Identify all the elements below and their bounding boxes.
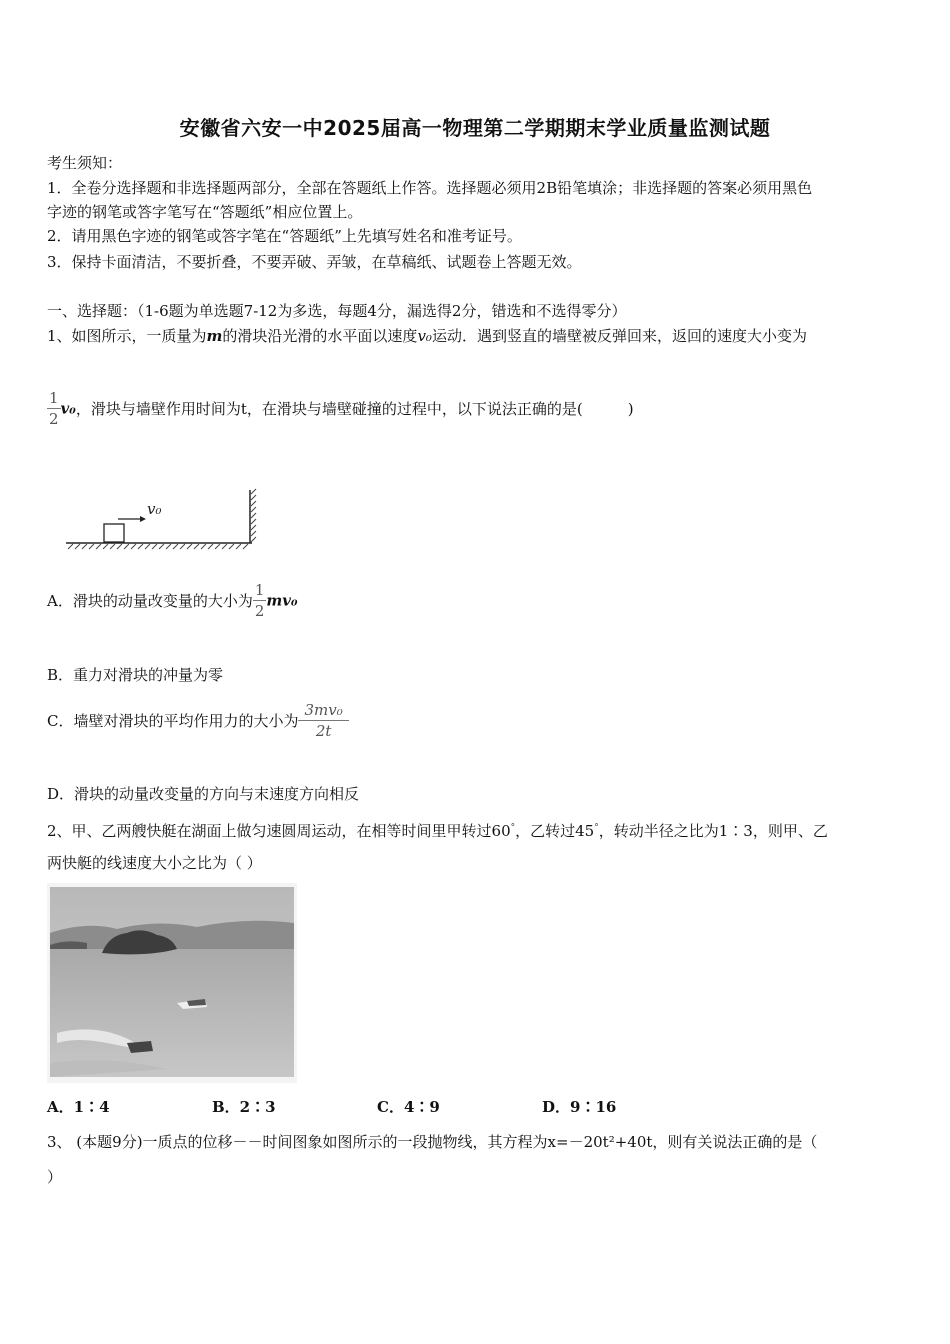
page-title: 安徽省六安一中2025届高一物理第二学期期末学业质量监测试题 xyxy=(179,116,771,140)
q1-stem-text: ，滑块与墙壁作用时间为t，在滑块与墙壁碰撞的过程中，以下说法正确的是( ) xyxy=(75,400,634,418)
q2-option-d[interactable]: D．9∶16 xyxy=(542,1098,617,1116)
velocity-label: v₀ xyxy=(147,500,162,518)
option-a-expression: mv₀ xyxy=(266,591,298,610)
q1-mass-symbol: m xyxy=(206,327,223,345)
fraction-denominator: 2 xyxy=(254,602,265,620)
lake-water xyxy=(50,949,294,1077)
velocity-arrowhead xyxy=(140,516,146,522)
q2-stem-text: ，转动半径之比为1∶3，则甲、乙 xyxy=(598,822,828,840)
degree-symbol: ° xyxy=(510,823,516,833)
q1-velocity-symbol: v₀ xyxy=(417,327,432,345)
q1-stem-line1 xyxy=(47,325,807,347)
speedboat-2 xyxy=(127,1041,153,1053)
q1-figure xyxy=(60,488,260,550)
q1-option-b[interactable]: B．重力对滑块的冲量为零 xyxy=(47,666,224,684)
section-heading: 一、选择题：（1-6题为单选题7-12为多选，每题4分，漏选得2分，错选和不选得零分） xyxy=(47,302,627,320)
q1-option-d[interactable]: D．滑块的动量改变量的方向与末速度方向相反 xyxy=(47,785,360,803)
q1-stem-text: 1、如图所示，一质量为 xyxy=(47,327,207,345)
ground-hatching xyxy=(68,544,248,549)
q2-option-c[interactable]: C．4∶9 xyxy=(377,1098,440,1116)
notice-item: 3．保持卡面清洁，不要折叠，不要弄破、弄皱，在草稿纸、试题卷上答题无效。 xyxy=(47,253,582,271)
fraction-denominator: 2 xyxy=(49,410,59,428)
fraction-numerator: 1 xyxy=(254,581,265,599)
notice-item: 2．请用黑色字迹的钢笔或答字笔在“答题纸”上先填写姓名和准考证号。 xyxy=(47,227,522,245)
q1-half-fraction xyxy=(47,388,61,429)
q1-stem-line2 xyxy=(47,388,634,429)
option-text: A．滑块的动量改变量的大小为 xyxy=(47,592,253,610)
notice-item: 字迹的钢笔或答字笔写在“答题纸”相应位置上。 xyxy=(47,203,363,221)
q2-stem-line1 xyxy=(47,817,828,842)
speedboat-photo-illustration xyxy=(47,883,297,1083)
notice-heading: 考生须知： xyxy=(47,154,123,172)
q2-stem-text: ，乙转过45 xyxy=(515,822,595,840)
option-a-fraction xyxy=(253,580,267,621)
degree-symbol: ° xyxy=(594,823,599,833)
fraction-numerator: 1 xyxy=(49,389,59,407)
q2-lake-photo xyxy=(47,883,297,1083)
q1-velocity-symbol: v₀ xyxy=(60,399,76,418)
q1-stem-text: 运动．遇到竖直的墙壁被反弹回来，返回的速度大小变为 xyxy=(431,327,807,345)
slider-block xyxy=(104,524,124,542)
q1-stem-text: 的滑块沿光滑的水平面以速度 xyxy=(222,327,418,345)
q3-stem-line2: ） xyxy=(47,1168,63,1186)
notice-item: 1．全卷分选择题和非选择题两部分，全部在答题纸上作答。选择题必须用2B铅笔填涂；非选择题的答案必须用黑色 xyxy=(47,179,813,197)
option-text: C．墙壁对滑块的平均作用力的大小为 xyxy=(47,712,299,730)
q2-stem-text: 2、甲、乙两艘快艇在湖面上做匀速圆周运动，在相等时间里甲转过60 xyxy=(47,822,511,840)
q1-option-c[interactable] xyxy=(47,700,349,741)
option-c-fraction xyxy=(298,700,348,741)
q2-option-b[interactable]: B．2∶3 xyxy=(212,1098,276,1116)
q3-stem-line1: 3、 (本题9分)一质点的位移－－时间图象如图所示的一段抛物线，其方程为x=－20t²+40t，则有关说法正确的是（ xyxy=(47,1133,818,1151)
wall-hatching xyxy=(251,489,256,542)
q1-option-a[interactable] xyxy=(47,580,298,621)
fraction-numerator: 3mv₀ xyxy=(298,700,348,721)
fraction-denominator: 2t xyxy=(315,722,332,740)
q2-option-a[interactable]: A．1∶4 xyxy=(47,1098,110,1116)
q2-stem-line2: 两快艇的线速度大小之比为（ ） xyxy=(47,854,262,872)
